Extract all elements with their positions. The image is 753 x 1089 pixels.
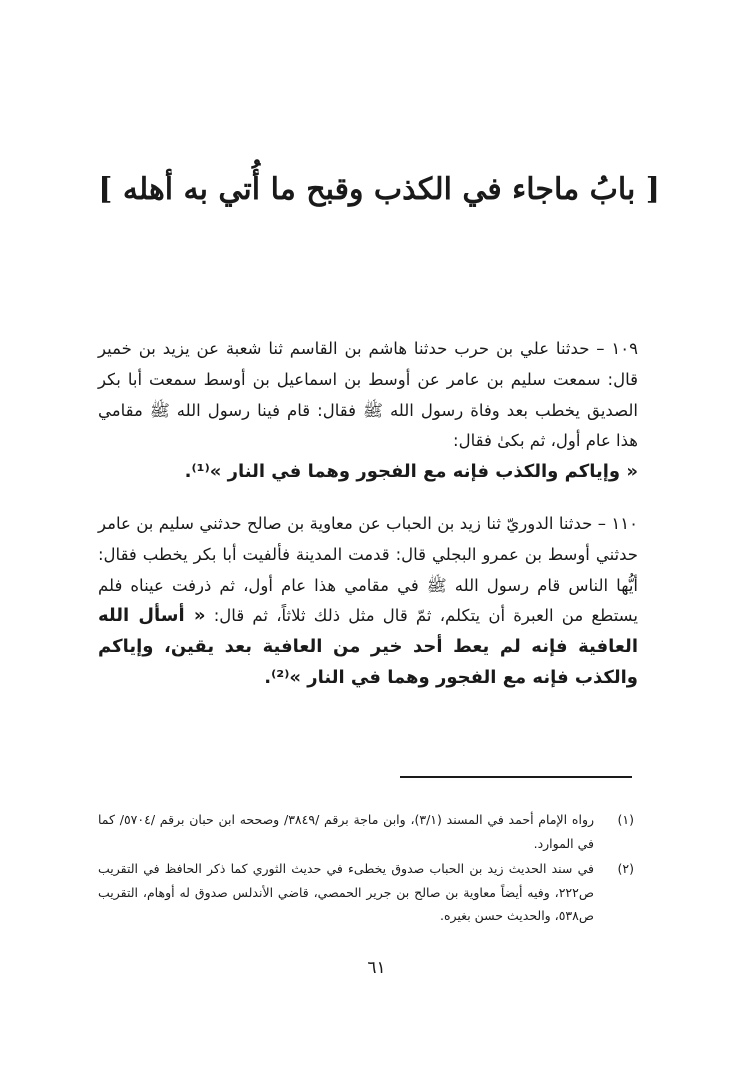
hadith-109 [98,334,638,488]
footnote-divider [400,776,632,778]
footnote-item [98,808,634,855]
hadith-109-text: ١٠٩ – حدثنا علي بن حرب حدثنا هاشم بن القاسم ثنا شعبة عن يزيد بن خمير قال: سمعت سليم بن عامر عن أوسط بن اسماعيل بن أوسط سمعت أبا بكر الصديق يخطب بعد وفاة رسول الله ﷺ فقال: قام فينا رسول الله ﷺ مقامي هذا عام أول، ثم بكىٰ فقال: [98,339,638,451]
footnote-number: (١) [617,812,634,827]
hadith-110-quote: « أسأل الله العافية فإنه لم يعط أحد خير من العافية بعد يقين، وإياكم والكذب فإنه مع الفجور وهما في النار »⁽²⁾. [98,605,638,688]
footnote-item [98,857,634,928]
footnote-text: رواه الإمام أحمد في المسند (٣/١)، وابن ماجة برقم /٣٨٤٩/ وصححه ابن حبان برقم /٥٧٠٤/ كما في الموارد. [98,812,595,851]
chapter-title: [ بابُ ماجاء في الكذب وقبح ما أُتي به أهله ] [98,172,660,207]
footnote-text: في سند الحديث زيد بن الحباب صدوق يخطىء في حديث الثوري كما ذكر الحافظ في التقريب ص٢٢٢، وفيه أيضاً معاوية بن صالح بن جرير الحمصي، قاضي الأندلس صدوق له أوهام، التقريب ص٥٣٨، والحديث حسن بغيره. [98,861,594,923]
footnotes [98,808,634,930]
page-number: ٦١ [367,958,386,978]
hadith-110-text: ١١٠ – حدثنا الدوريّ ثنا زيد بن الحباب عن معاوية بن صالح حدثني سليم بن عامر حدثني أوسط بن عمرو البجلي قال: قدمت المدينة فألفيت أبا بكر يخطب فقال: أيُّها الناس قام رسول الله ﷺ في مقامي هذا عام أول، ثم ذرفت عيناه فلم يستطع من العبرة أن يتكلم، ثمّ قال مثل ذلك ثلاثاً، ثم قال: [98,514,638,626]
hadith-109-quote: « وإياكم والكذب فإنه مع الفجور وهما في النار »⁽¹⁾. [184,461,638,483]
hadith-110 [98,509,638,694]
footnote-number: (٢) [617,861,634,876]
